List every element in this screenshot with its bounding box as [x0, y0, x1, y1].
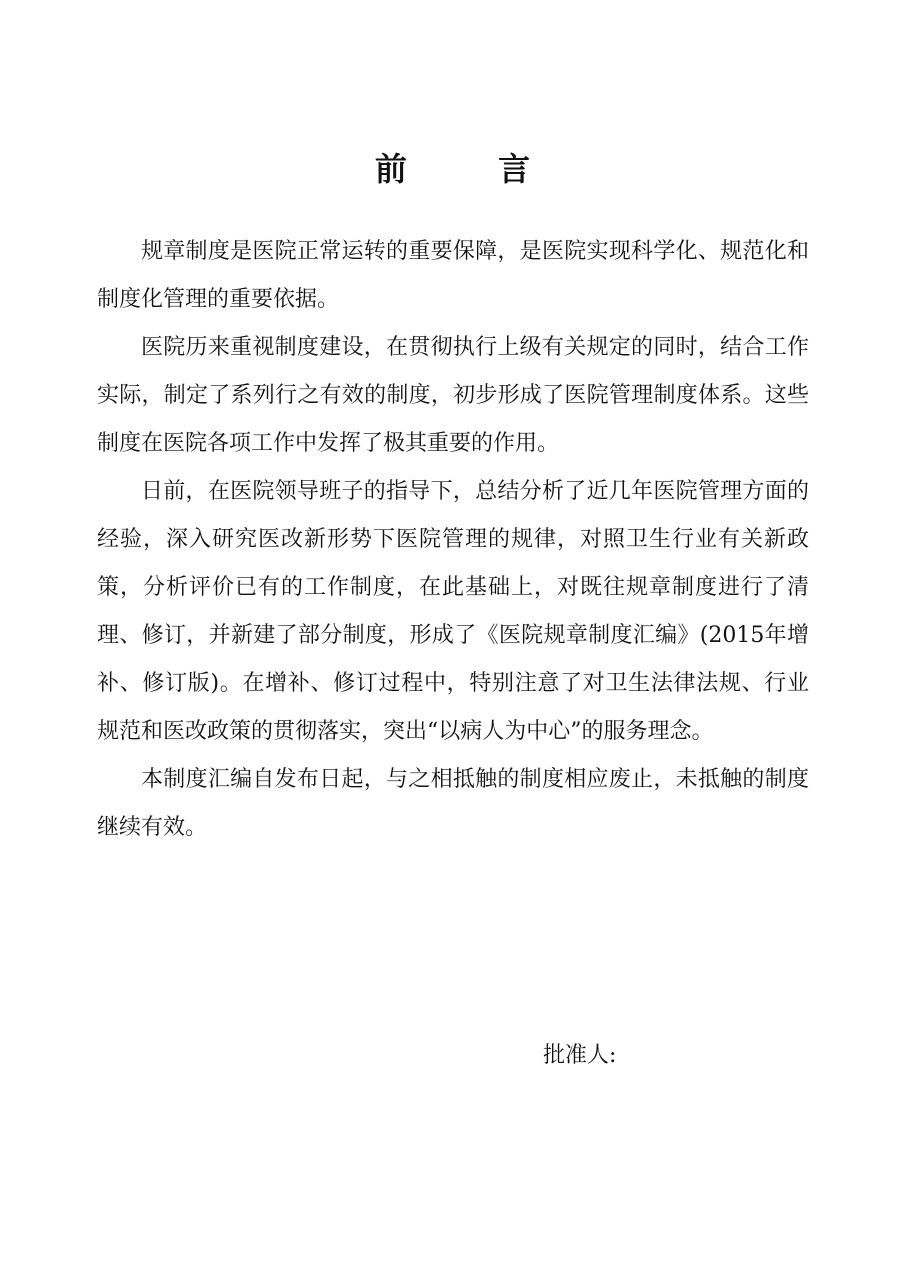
preface-body: [97, 228, 809, 852]
paragraph-3: 日前，在医院领导班子的指导下，总结分析了近几年医院管理方面的经验，深入研究医改新形势下医院管理的规律，对照卫生行业有关新政策，分析评价已有的工作制度，在此基础上，对既往规章制度进行了清理、修订，并新建了部分制度，形成了《医院规章制度汇编》(2015年增补、修订版)。在增补、修订过程中，特别注意了对卫生法律法规、行业规范和医改政策的贯彻落实，突出“以病人为中心”的服务理念。: [97, 479, 809, 744]
approver-label: 批准人:: [543, 1043, 617, 1068]
paragraph-2: 医院历来重视制度建设，在贯彻执行上级有关规定的同时，结合工作实际，制定了系列行之有效的制度，初步形成了医院管理制度体系。这些制度在医院各项工作中发挥了极其重要的作用。: [97, 335, 809, 456]
paragraph-4: 本制度汇编自发布日起，与之相抵触的制度相应废止，未抵触的制度继续有效。: [97, 767, 809, 840]
page-title: 前 言: [374, 150, 571, 188]
paragraph-1: 规章制度是医院正常运转的重要保障，是医院实现科学化、规范化和制度化管理的重要依据。: [97, 239, 809, 312]
